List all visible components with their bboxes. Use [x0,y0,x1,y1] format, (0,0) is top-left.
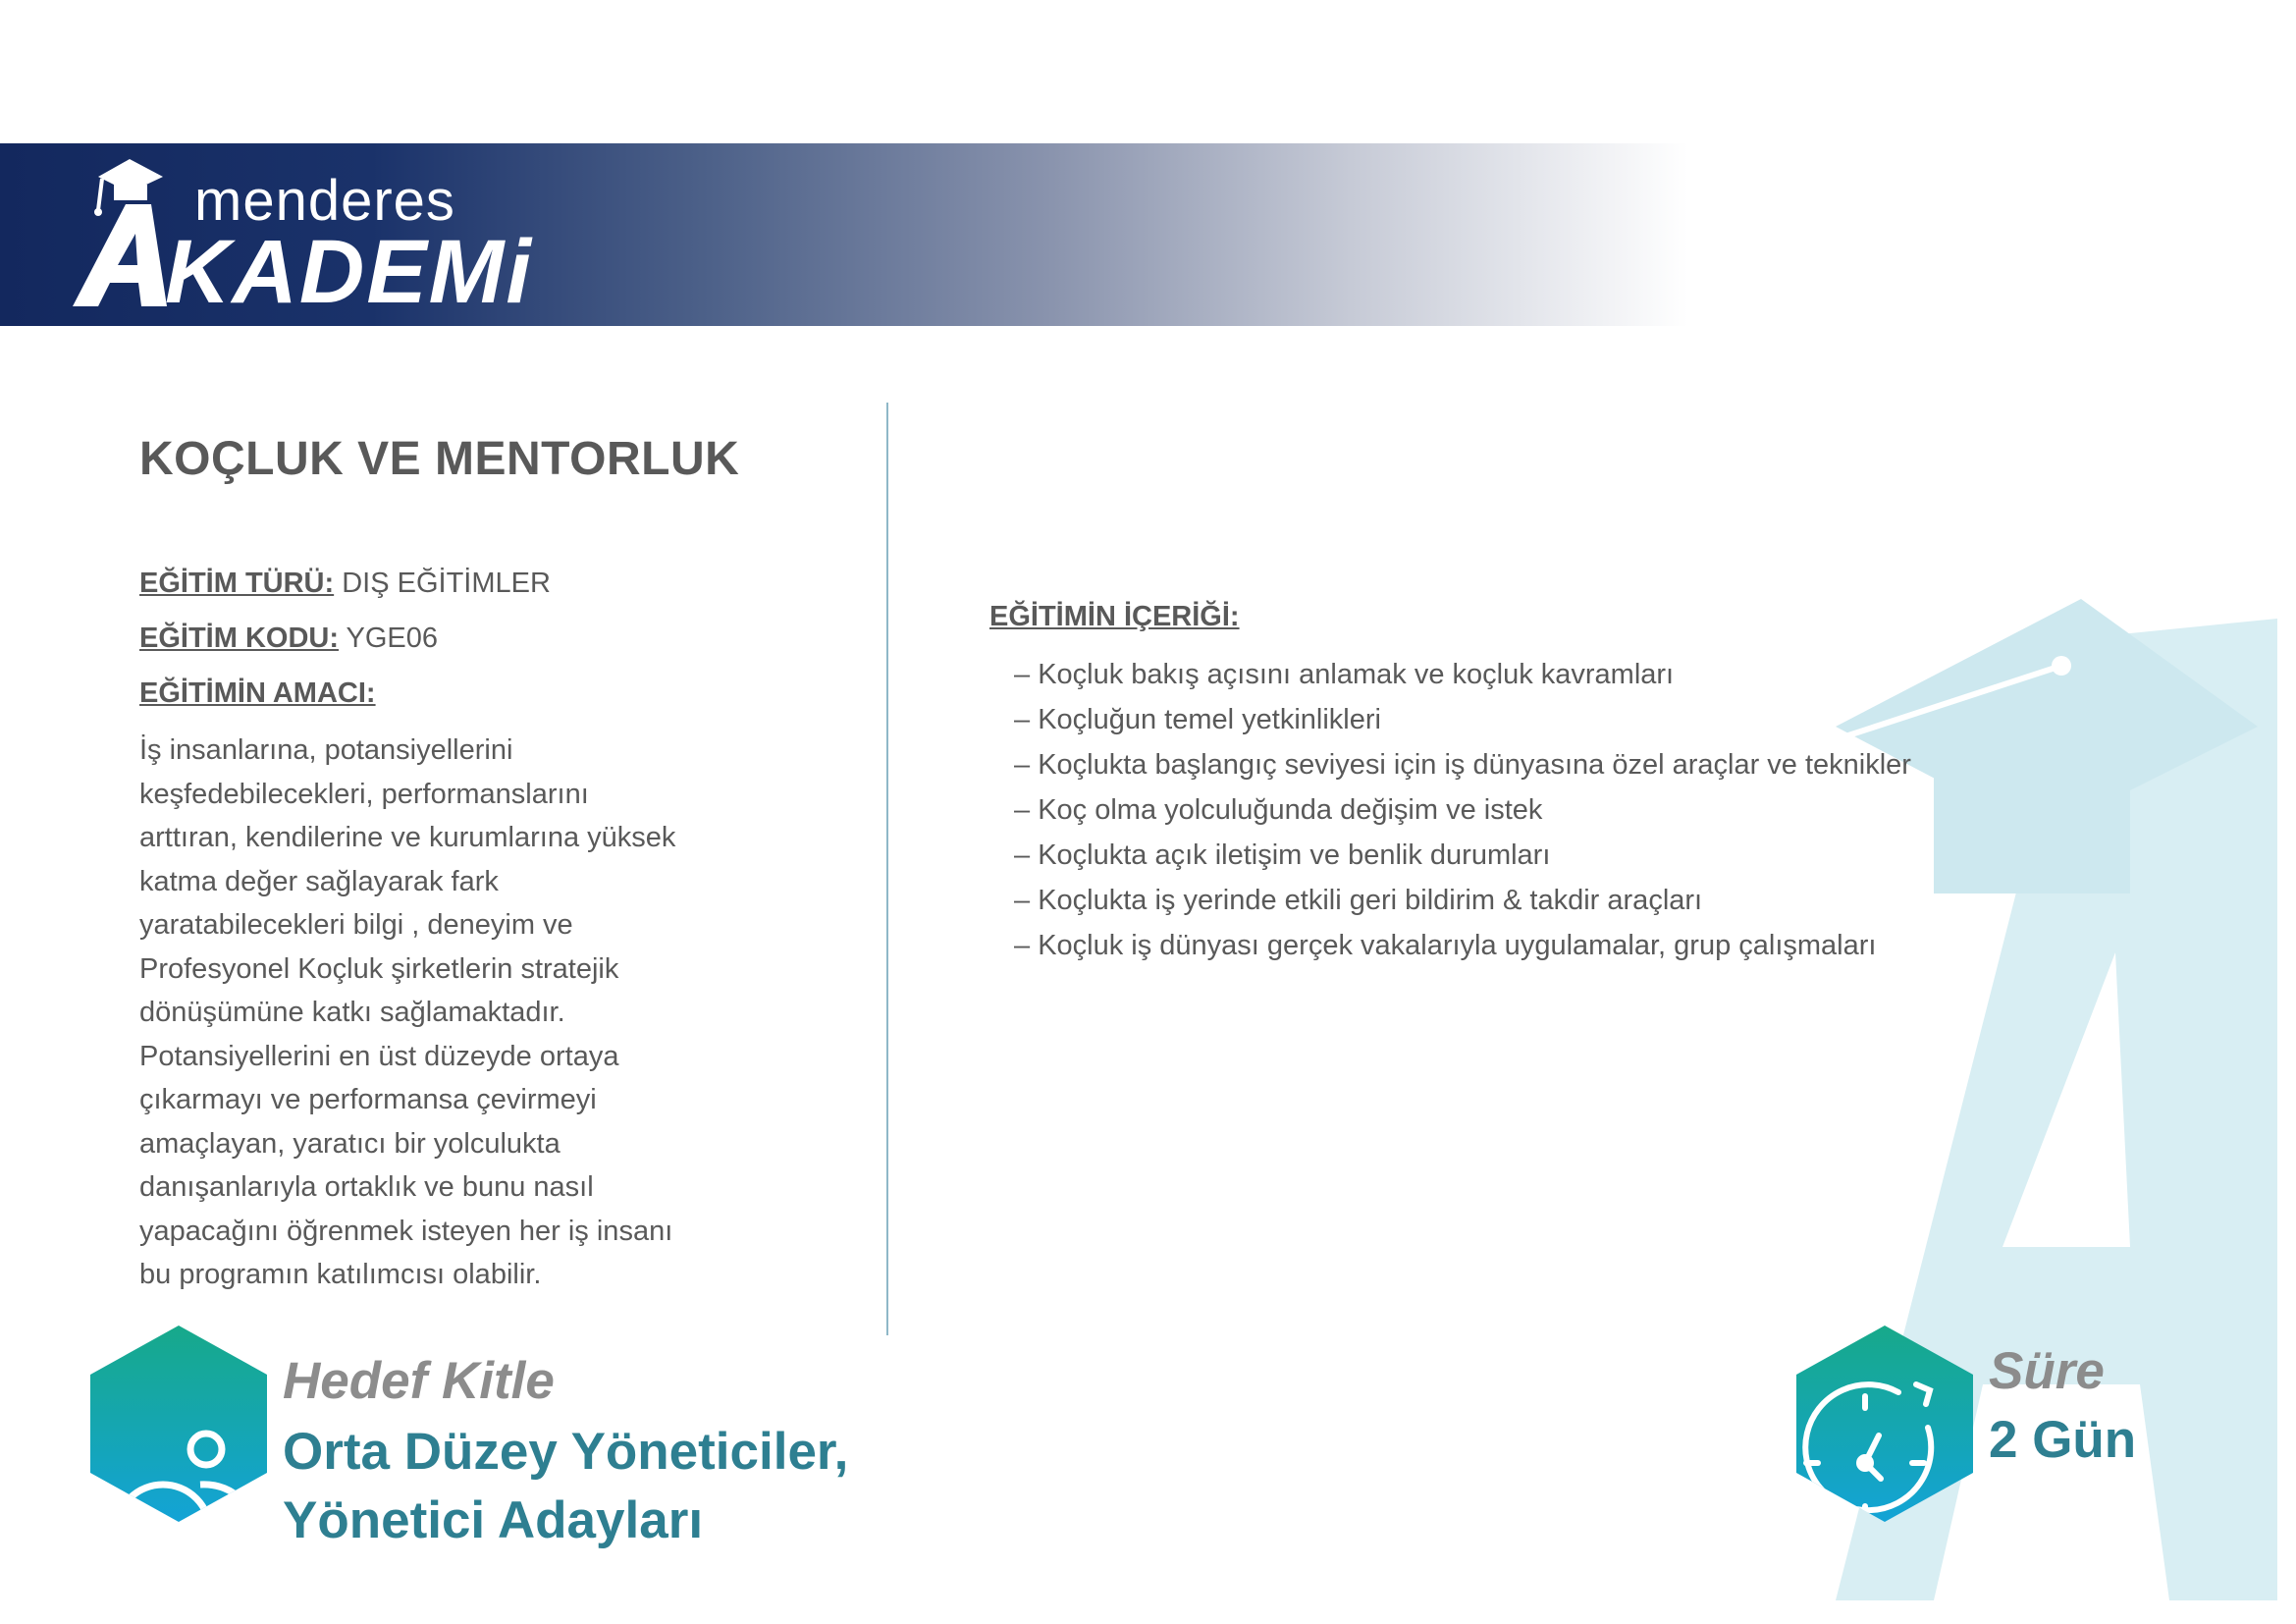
list-item: – Koç olma yolculuğunda değişim ve istek [1014,787,1911,833]
training-type-value: DIŞ EĞİTİMLER [334,568,551,599]
menderes-akademi-logo [69,149,560,316]
audience-label: Hedef Kitle [283,1352,555,1410]
list-item: – Koçlukta açık iletişim ve benlik durumları [1014,833,1911,878]
training-code-value: YGE06 [339,623,439,654]
training-purpose-label: EĞİTİMİN AMACI: [139,677,376,709]
list-item: – Koçlukta başlangıç seviyesi için iş dünyasına özel araçlar ve teknikler [1014,742,1911,787]
list-item: – Koçluğun temel yetkinlikleri [1014,697,1911,742]
clock-icon [1796,1326,1973,1522]
list-item: – Koçlukta iş yerinde etkili geri bildirim & takdir araçları [1014,878,1911,923]
training-code-label: EĞİTİM KODU: [139,623,339,654]
training-purpose-text: İş insanlarına, potansiyellerini keşfedebilecekleri, performanslarını arttıran, kendilerine ve kurumlarına yüksek katma değer sağlayarak fark yaratabilecekleri bilgi , deneyim ve Profesyonel Koçluk şirketlerin stratejik dönüşümüne katkı sağlamaktadır. Potansiyellerini en üst düzeyde ortaya çıkarmayı ve performansa çevirmeyi amaçlayan, yaratıcı bir yolculukta danışanlarıyla ortaklık ve bunu nasıl yapacağını öğrenmek isteyen her iş insanı bu programın katılımcısı olabilir. [139,734,676,1290]
content-list [1014,652,1911,968]
svg-text:menderes: menderes [194,169,455,233]
course-title: KOÇLUK VE MENTORLUK [139,433,740,485]
list-item: – Koçluk bakış açısını anlamak ve koçluk kavramları [1014,652,1911,697]
column-divider [886,403,888,1335]
audience-value: Orta Düzey Yöneticiler, Yönetici Adayları [283,1423,849,1549]
duration-label: Süre [1989,1342,2105,1400]
people-icon [90,1326,267,1522]
training-type [139,568,551,600]
training-type-label: EĞİTİM TÜRÜ: [139,568,335,599]
svg-text:KADEMi: KADEMi [165,222,533,316]
duration-value: 2 Gün [1989,1411,2137,1469]
training-code [139,623,438,655]
content-heading: EĞİTİMİN İÇERİĞİ: [989,601,1240,632]
list-item: – Koçluk iş dünyası gerçek vakalarıyla uygulamalar, grup çalışmaları [1014,923,1911,968]
training-purpose-heading [139,677,376,710]
